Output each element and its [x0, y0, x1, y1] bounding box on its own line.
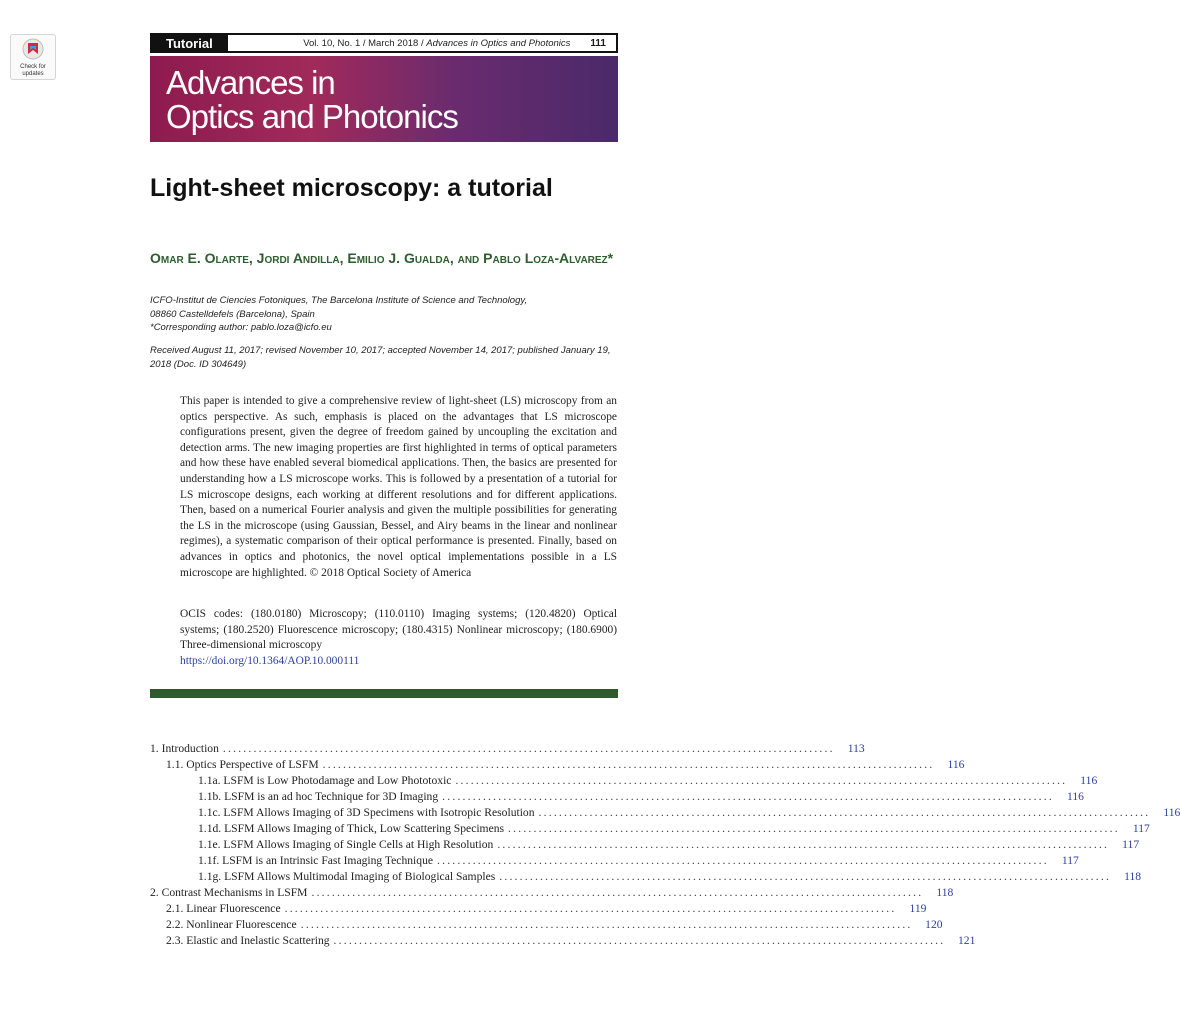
toc-entry-page[interactable]: 118 [936, 886, 954, 899]
toc-entry[interactable] [150, 821, 1150, 837]
toc-entry-page[interactable]: 116 [947, 758, 965, 771]
issue-info-journal: Advances in Optics and Photonics [426, 37, 571, 49]
toc-entry-label: 2.2. Nonlinear Fluorescence [166, 918, 297, 931]
toc-entry-label: 2. Contrast Mechanisms in LSFM [150, 886, 308, 899]
toc-entry-page[interactable]: 117 [1122, 838, 1140, 851]
toc-entry-page[interactable]: 116 [1067, 790, 1084, 803]
toc-entry-label: 1.1a. LSFM is Low Photodamage and Low Phototoxic [198, 774, 452, 787]
toc-entry-page[interactable]: 118 [1124, 870, 1142, 883]
article-type-tag: Tutorial [152, 35, 228, 51]
doi-link[interactable]: https://doi.org/10.1364/AOP.10.000111 [180, 654, 360, 667]
issue-info-plain: Vol. 10, No. 1 / March 2018 / [303, 37, 427, 49]
toc-dot-leader: ........................................................................................................................ [284, 902, 897, 915]
toc-entry[interactable] [150, 789, 1084, 805]
toc-entry-label: 1.1f. LSFM is an Intrinsic Fast Imaging Technique [198, 854, 434, 867]
issue-info [303, 38, 570, 49]
toc-dot-leader: ........................................................................................................................ [497, 838, 1110, 851]
toc-entry-page[interactable]: 121 [957, 934, 976, 947]
toc-entry-label: 1.1e. LSFM Allows Imaging of Single Cells at High Resolution [198, 838, 494, 851]
toc-dot-leader: ........................................................................................................................ [437, 854, 1049, 867]
toc-entry[interactable] [150, 917, 943, 933]
check-for-updates-label: Check for updates [20, 64, 46, 77]
toc-entry[interactable] [150, 853, 1079, 869]
toc-entry-page[interactable]: 116 [1163, 806, 1180, 819]
toc-dot-leader: ........................................................................................................................ [455, 774, 1068, 787]
affiliation-line1: ICFO-Institut de Ciencies Fotoniques, The Barcelona Institute of Science and Technology, [150, 295, 528, 306]
toc-entry-label: 1.1d. LSFM Allows Imaging of Thick, Low Scattering Specimens [198, 822, 505, 835]
toc-dot-leader: ........................................................................................................................ [222, 742, 835, 755]
journal-header-bar [150, 33, 618, 53]
author-list: Omar E. Olarte, Jordi Andilla, Emilio J. Gualda, and Pablo Loza-Alvarez* [150, 250, 614, 266]
toc-entry-label: 1.1c. LSFM Allows Imaging of 3D Specimens with Isotropic Resolution [198, 806, 535, 819]
journal-name-line1: Advances in [166, 64, 335, 101]
toc-entry-page[interactable]: 119 [909, 902, 927, 915]
ocis-codes: OCIS codes: (180.0180) Microscopy; (110.0110) Imaging systems; (120.4820) Optical systems; (180.2520) Fluorescence microscopy; (180.4315) Nonlinear microscopy; (180.6900) Three-dimensional microscopy [180, 608, 617, 652]
toc-entry[interactable] [150, 805, 1180, 821]
ocis-block [180, 607, 617, 669]
toc-dot-leader: ........................................................................................................................ [322, 758, 935, 771]
table-of-contents [150, 741, 1180, 949]
abstract: This paper is intended to give a comprehensive review of light-sheet (LS) microscopy from an optics perspective. As such, emphasis is placed on the advantages that LS microscope configurations present, given the degree of freedom gained by uncoupling the excitation and detection arms. The new imaging properties are first highlighted in terms of optical parameters and how these have enabled several biomedical applications. Then, the basics are presented for understanding how a LS microscope works. This is followed by a presentation of a tutorial for LS microscope designs, each working at different resolutions and for different applications. Then, based on a numerical Fourier analysis and given the multiple possibilities for generating the LS in the microscope (using Gaussian, Bessel, and Airy beams in the linear and nonlinear regimes), a systematic comparison of their optical performance is presented. Finally, based on advances in optics and photonics, the novel optical implementations possible in a LS microscope are highlighted. © 2018 Optical Society of America [180, 395, 617, 579]
crossmark-icon [21, 38, 45, 64]
toc-entry-label: 2.3. Elastic and Inelastic Scattering [166, 934, 330, 947]
toc-dot-leader: ........................................................................................................................ [499, 870, 1112, 883]
affiliation-line2: 08860 Castelldefels (Barcelona), Spain [150, 308, 315, 320]
toc-entry[interactable] [150, 741, 865, 757]
toc-entry[interactable] [150, 837, 1140, 853]
toc-entry[interactable] [150, 773, 1098, 789]
toc-entry-label: 1. Introduction [150, 742, 219, 755]
toc-entry-page[interactable]: 116 [1080, 774, 1098, 787]
toc-dot-leader: ........................................................................................................................ [311, 886, 924, 899]
toc-dot-leader: ........................................................................................................................ [333, 934, 946, 947]
toc-dot-leader: ........................................................................................................................ [508, 822, 1120, 835]
toc-entry[interactable] [150, 901, 927, 917]
received-dates: Received August 11, 2017; revised November 10, 2017; accepted November 14, 2017; published January 19, 2018 (Doc. ID 304649) [150, 345, 611, 370]
toc-entry-page[interactable]: 117 [1061, 854, 1079, 867]
check-for-updates-badge[interactable] [10, 34, 56, 80]
toc-dot-leader: ........................................................................................................................ [442, 790, 1054, 803]
toc-entry-label: 1.1g. LSFM Allows Multimodal Imaging of Biological Samples [198, 870, 496, 883]
toc-entry[interactable] [150, 885, 954, 901]
toc-entry-label: 1.1b. LSFM is an ad hoc Technique for 3D Imaging [198, 790, 439, 803]
section-divider [150, 689, 618, 698]
toc-entry[interactable] [150, 757, 965, 773]
toc-entry-label: 2.1. Linear Fluorescence [166, 902, 281, 915]
toc-entry[interactable] [150, 869, 1142, 885]
toc-entry-page[interactable]: 120 [925, 918, 943, 931]
toc-dot-leader: ........................................................................................................................ [300, 918, 913, 931]
page-number: 111 [590, 37, 606, 49]
corresponding-author: *Corresponding author: pablo.loza@icfo.eu [150, 322, 332, 333]
affiliation [150, 294, 620, 335]
toc-entry-page[interactable]: 113 [847, 742, 865, 755]
toc-entry-page[interactable]: 117 [1132, 822, 1150, 835]
toc-entry-label: 1.1. Optics Perspective of LSFM [166, 758, 319, 771]
toc-dot-leader: ........................................................................................................................ [538, 806, 1151, 819]
article-title: Light-sheet microscopy: a tutorial [150, 174, 553, 202]
toc-entry[interactable] [150, 933, 976, 949]
journal-name-line2: Optics and Photonics [166, 98, 458, 135]
journal-banner [150, 56, 618, 142]
